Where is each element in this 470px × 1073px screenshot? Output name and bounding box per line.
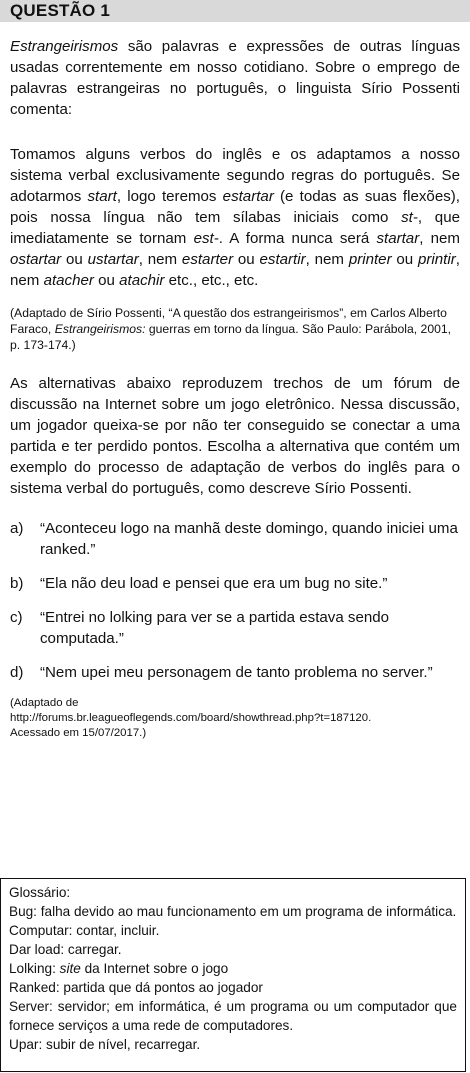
quote-italic: ustartar	[87, 251, 139, 268]
quote-text: , nem	[305, 251, 349, 268]
glossary-entry-ranked: Ranked: partida que dá pontos ao jogador	[9, 980, 263, 995]
quote-italic: est-	[193, 230, 219, 247]
quote-text: , que imediatamente se tornam	[10, 209, 460, 247]
quote-italic: estartir	[259, 251, 306, 268]
quote-text: ou	[391, 251, 419, 268]
glossary-entry-upar: Upar: subir de nível, recarregar.	[9, 1037, 201, 1052]
quote-text: ou	[233, 251, 260, 268]
quote-italic: atachir	[119, 272, 165, 289]
alternative-c[interactable]	[10, 607, 460, 649]
source-line: (Adaptado de	[10, 697, 79, 709]
alternative-d[interactable]	[10, 662, 460, 683]
citation	[10, 305, 460, 353]
citation-book-title: Estrangeirismos:	[54, 322, 146, 336]
intro-paragraph	[10, 36, 460, 120]
quote-italic: estartar	[222, 188, 274, 205]
alternative-a[interactable]	[10, 518, 460, 560]
question-content	[0, 22, 470, 741]
alternative-text: “Entrei no lolking para ver se a partida estava sendo computada.”	[40, 609, 390, 647]
quote-italic: estarter	[181, 251, 234, 268]
alternative-text: “Ela não deu load e pensei que era um bug no site.”	[40, 575, 388, 592]
quote-text: Tomamos alguns verbos do inglês e os adaptamos a nosso sistema verbal exclusivamente segundo regras do português. Se adotarmos	[10, 146, 460, 205]
source-url: http://forums.br.leagueoflegends.com/board/showthread.php?t=187120.	[10, 712, 372, 724]
quote-text: , nem	[138, 251, 182, 268]
glossary-box	[0, 878, 466, 1072]
intro-text: são palavras e expressões de outras línguas usadas correntemente em nosso cotidiano. Sobre o emprego de palavras estrangeiras no português, o linguista Sírio Possenti comenta:	[10, 38, 460, 118]
quote-italic: atacher	[43, 272, 94, 289]
alternative-label: d)	[10, 664, 24, 681]
glossary-entry-server: Server: servidor; em informática, é um programa ou um computador que fornece serviços a uma rede de computadores.	[9, 999, 457, 1033]
glossary-entry-bug: Bug: falha devido ao mau funcionamento em um programa de informática.	[9, 904, 457, 919]
quote-italic: ostartar	[10, 251, 62, 268]
citation-text: (Adaptado de Sírio Possenti, “A questão dos estrangeirismos”, em Carlos Alberto Faraco,	[10, 306, 447, 336]
quote-text: , logo teremos	[116, 188, 223, 205]
quote-text: , nem	[10, 251, 460, 289]
quote-italic: printir	[418, 251, 456, 268]
source-note	[10, 696, 460, 741]
question-title: QUESTÃO 1	[10, 1, 111, 20]
quote-paragraph	[10, 144, 460, 291]
quote-text: . A forma nunca será	[218, 230, 377, 247]
quote-text: , nem	[419, 230, 461, 247]
quote-italic: start	[87, 188, 117, 205]
quote-text: (e todas as suas flexões), pois nossa língua não tem sílabas iniciais como	[10, 188, 460, 226]
quote-text: ou	[93, 272, 120, 289]
quote-italic: st-	[401, 209, 418, 226]
citation-text: guerras em torno da língua. São Paulo: Parábola, 2001, p. 173-174.)	[10, 322, 452, 352]
glossary-entry-lolking	[9, 959, 457, 978]
intro-term: Estrangeirismos	[10, 38, 119, 55]
alternative-label: a)	[10, 520, 24, 537]
quote-text: etc., etc., etc.	[164, 272, 259, 289]
source-line: Acessado em 15/07/2017.)	[10, 727, 147, 739]
alternative-text: “Nem upei meu personagem de tanto problema no server.”	[40, 664, 433, 681]
alternatives-list	[10, 518, 460, 683]
glossary-title: Glossário:	[9, 885, 71, 900]
glossary-definition: da Internet sobre o jogo	[80, 961, 229, 976]
prompt-paragraph: As alternativas abaixo reproduzem trechos de um fórum de discussão na Internet sobre um jogo eletrônico. Nessa discussão, um jogador queixa-se por não ter conseguido se conectar a uma partida e ter perdido pontos. Escolha a alternativa que contém um exemplo do processo de adaptação de verbos do inglês para o sistema verbal do português, como descreve Sírio Possenti.	[10, 375, 460, 497]
glossary-italic: site	[59, 961, 81, 976]
alternative-text: “Aconteceu logo na manhã deste domingo, quando iniciei uma ranked.”	[40, 520, 458, 558]
alternative-label: c)	[10, 609, 23, 626]
alternative-b[interactable]	[10, 573, 460, 594]
glossary-entry-computar: Computar: contar, incluir.	[9, 923, 160, 938]
glossary-term: Lolking:	[9, 961, 60, 976]
quote-italic: printer	[348, 251, 392, 268]
question-header	[0, 0, 470, 22]
quote-italic: startar	[376, 230, 420, 247]
quote-text: ou	[61, 251, 88, 268]
glossary-entry-dar-load: Dar load: carregar.	[9, 942, 122, 957]
alternative-label: b)	[10, 575, 24, 592]
